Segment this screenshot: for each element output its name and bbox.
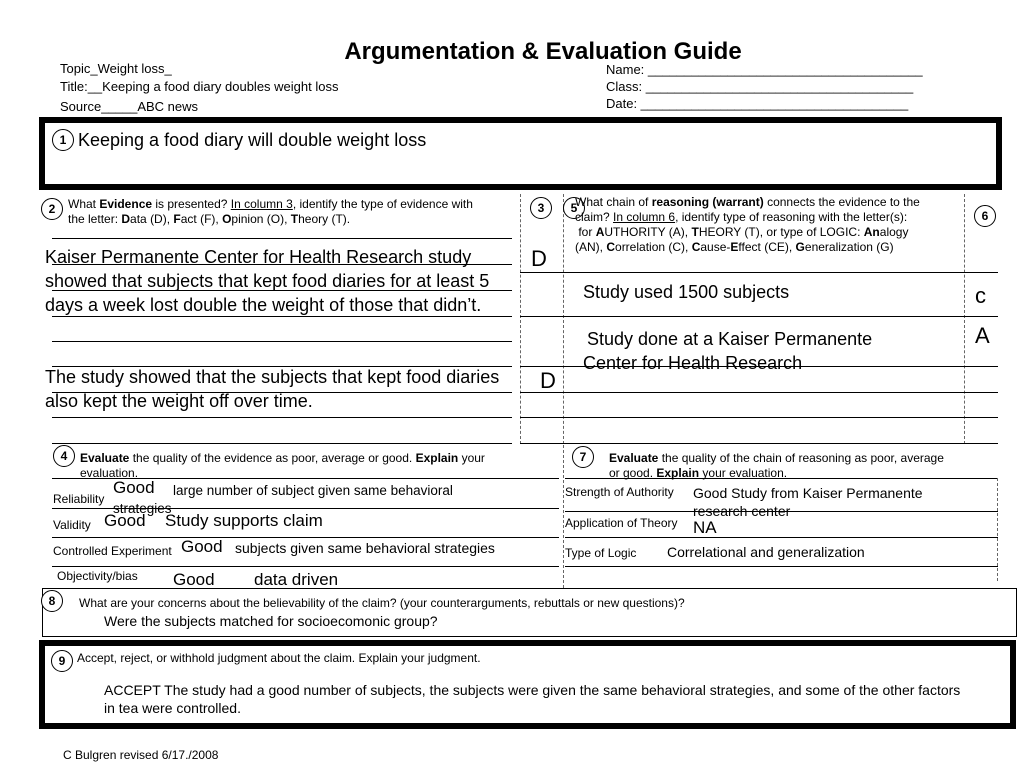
reasoning-item-1: Study used 1500 subjects (583, 282, 790, 302)
step-2-circle: 2 (41, 198, 63, 220)
step-8-circle: 8 (41, 590, 63, 612)
eval-reasoning-instructions: Evaluate the quality of the chain of reasoning as poor, average or good. Explain your evaluation. (609, 451, 944, 480)
theory-value: NA (693, 518, 717, 537)
title-field: Title:__Keeping a food diary doubles weight loss (60, 79, 339, 94)
step-4-circle: 4 (53, 445, 75, 467)
validity-rating: Good (104, 511, 146, 530)
step-1-circle: 1 (52, 129, 74, 151)
reliability-note: large number of subject given same behavioral strategies (113, 483, 453, 516)
authority-label: Strength of Authority (565, 485, 674, 499)
class-field: Class: _____________________________________ (606, 79, 914, 94)
name-field: Name: ______________________________________ (606, 62, 923, 77)
col-divider-left (520, 194, 521, 444)
topic-field: Topic_Weight loss_ (60, 61, 172, 76)
authority-value: Good Study from Kaiser Permanente research center (693, 485, 923, 519)
date-field: Date: _____________________________________ (606, 96, 909, 111)
controlled-label: Controlled Experiment (53, 544, 172, 558)
source-field: Source_____ABC news (60, 99, 199, 114)
validity-note: Study supports claim (165, 511, 323, 530)
step-9-circle: 9 (51, 650, 73, 672)
judgment-question: Accept, reject, or withhold judgment about the claim. Explain your judgment. (77, 651, 481, 665)
evidence-item-1: Kaiser Permanente Center for Health Research study showed that subjects that kept food diaries for at least 5 days a week lost double the weight of those that didn’t. (45, 247, 490, 315)
footer-credit: C Bulgren revised 6/17./2008 (63, 748, 219, 762)
col-divider-mid (563, 194, 564, 444)
evidence-item-2: The study showed that the subjects that kept food diaries also kept the weight off over time. (45, 367, 500, 411)
step-5-circle: 5 (563, 197, 585, 219)
objectivity-note: data driven (254, 570, 339, 589)
concerns-question: What are your concerns about the believability of the claim? (your counterarguments, rebuttals or new questions)? (79, 596, 685, 610)
validity-label: Validity (53, 518, 91, 532)
logic-value: Correlational and generalization (667, 544, 865, 560)
step-7-circle: 7 (572, 446, 594, 468)
step-3-circle: 3 (530, 197, 552, 219)
reliability-label: Reliability (53, 492, 105, 506)
logic-label: Type of Logic (565, 546, 637, 560)
evidence-type-1: D (531, 246, 547, 271)
evidence-type-2: D (540, 368, 556, 393)
controlled-rating: Good (181, 537, 223, 556)
reasoning-type-2: A (975, 323, 990, 348)
judgment-answer: ACCEPT The study had a good number of subjects, the subjects were given the same behavioral strategies, and some of the other factors in tea were controlled. (104, 682, 961, 716)
concerns-answer: Were the subjects matched for socioecomonic group? (104, 613, 438, 629)
reasoning-item-2: Study done at a Kaiser Permanente Center for Health Research (583, 329, 873, 373)
reliability-rating: Good (113, 478, 155, 497)
eval-evidence-instructions: Evaluate the quality of the evidence as poor, average or good. Explain your evaluation. (80, 451, 485, 480)
objectivity-label: Objectivity/bias (57, 569, 138, 583)
objectivity-rating: Good (173, 570, 215, 589)
theory-label: Application of Theory (565, 516, 678, 530)
claim-text: Keeping a food diary will double weight loss (78, 130, 427, 150)
reasoning-instructions: What chain of reasoning (warrant) connects the evidence to the claim? In column 6, identify type of reasoning with the letter(s): for AUTHORITY (A), THEORY (T), or type of LOGIC: Analogy (AN), Correlation (C), Cause-Effect (CE), Generalization (G) (575, 195, 920, 254)
page-title: Argumentation & Evaluation Guide (344, 38, 742, 65)
claim-box (39, 117, 1002, 190)
reasoning-type-1: c (975, 283, 986, 308)
controlled-note: subjects given same behavioral strategies (235, 540, 495, 556)
evidence-instructions: What Evidence is presented? In column 3, identify the type of evidence with the letter: Data (D), Fact (F), Opinion (O), Theory (T). (68, 197, 473, 226)
step-6-circle: 6 (974, 205, 996, 227)
